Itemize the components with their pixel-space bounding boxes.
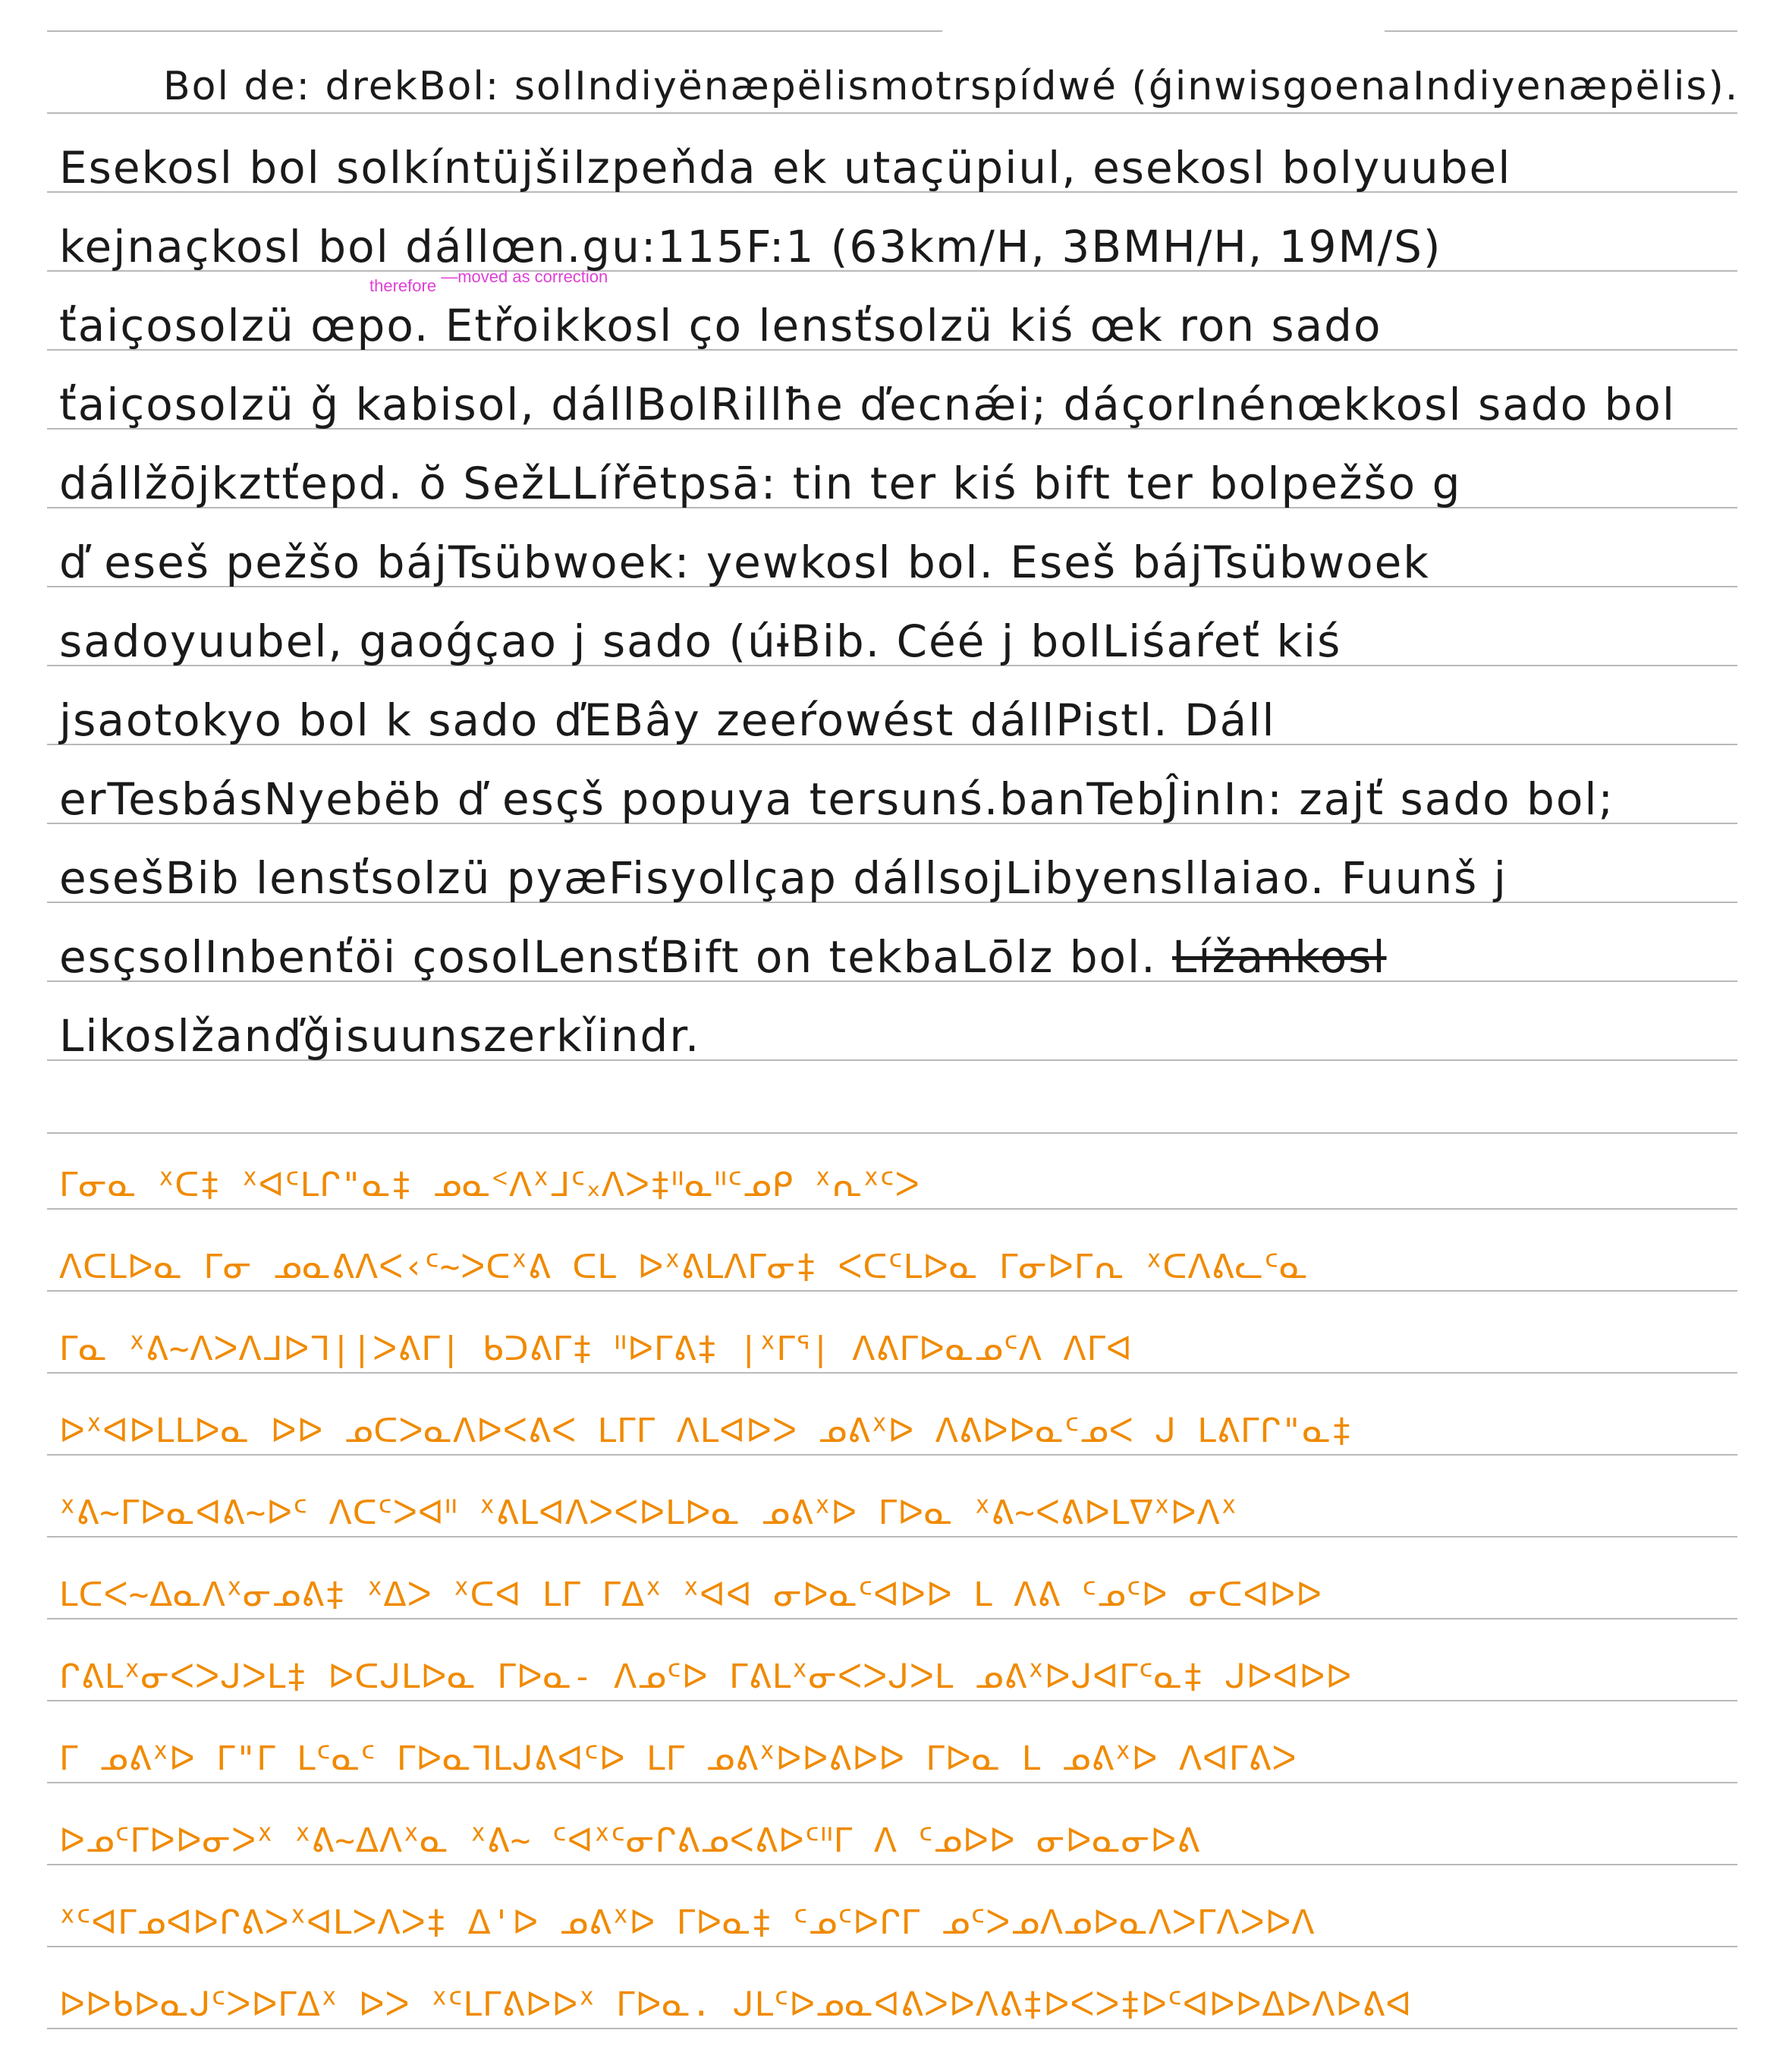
orange-script-line: ᐱᑕᒪᐅᓇ ᒥᓂ ᓄᓇᕕᐱᐸ‹ᑦ~ᐳᑕᕽᕕ ᑕᒪ ᐅᕽᕕᒪᐱᒥᓂ‡ ᐸᑕᑦᒪᐅᓇ ᒥᓂᐅᒥᕆ ᕽᑕᐱᕕᓚᑦᓇ (59, 1248, 1309, 1286)
ruled-line (47, 1946, 1737, 1947)
orange-script-line: ᒋᕕᒪᕽᓂᐸᐳᒍᐳᒪ‡ ᐅᑕᒍᒪᐅᓇ ᒥᐅᓇ- ᐱᓄᑦᐅ ᒥᕕᒪᕽᓂᐸᐳᒍᐳᒪ ᓄᕕᕽᐅᒍᐊᒥᑦᓇ‡ ᒍᐅᐊᐅᐅ (59, 1657, 1353, 1696)
ruled-line (47, 1290, 1737, 1292)
margin-note (369, 267, 608, 295)
orange-script-line: ᕽᕕ~ᒥᐅᓇᐊᕕ~ᐅᑦ ᐱᑕᑦᐳᐊᐦ ᕽᕕᒪᐊᐱᐳᐸᐅᒪᐅᓇ ᓄᕕᕽᐅ ᒥᐅᓇ ᕽᕕ~ᐸᕕᐅᒪᐁᕽᐅᐱᕽ (59, 1493, 1238, 1532)
orange-script-line: ᒥᓇ ᕽᕕ~ᐱᐳᐱᒧᐅᒣ||ᐳᕕᒥ| ᑲᑐᕕᒥ‡ ᐦᐅᒥᕕ‡ |ᕽᒥᕐ| ᐱᕕᒥᐅᓇᓄᑦᐱ ᐱᒥᐊ (59, 1330, 1133, 1368)
orange-script-line: ᒪᑕᐸ~ᐃᓇᐱᕽᓂᓄᕕ‡ ᕽᐃᐳ ᕽᑕᐊ ᒪᒥ ᒥᐃᕽ ᕽᐊᐊ ᓂᐅᓇᑦᐊᐅᐅ ᒪ ᐱᕕ ᑦᓄᑦᐅ ᓂᑕᐊᐅᐅ (59, 1575, 1323, 1614)
handwritten-line: Bol de: drekBol: solIndiyënæpëlismotrspídwé (ǵinwisgoenaIndiyenæpëlis). (163, 64, 1740, 109)
orange-script-line: ᐅᕽᐊᐅᒪᒪᐅᓇ ᐅᐅ ᓄᑕᐳᓇᐱᐅᐸᕕᐸ ᒪᒥᒥ ᐱᒪᐊᐅᐳ ᓄᕕᕽᐅ ᐱᕕᐅᐅᓇᑦᓄᐸ ᒍ ᒪᕕᒥᒋ"ᓇ‡ (59, 1412, 1353, 1450)
handwritten-line: Esekosl bol solkíntüjšilzpeňda ek utaçüpiul, esekosl bolyuubel (59, 142, 1512, 194)
handwritten-line: kejnaçkosl bol dállœn.gu:115F:1 (63km/H, 3BMH/H, 19M/S) (59, 221, 1442, 272)
orange-script-line: ᐅᓄᑦᒥᐅᐅᓂᐳᕽ ᕽᕕ~ᐃᐱᕽᓇ ᕽᕕ~ ᑦᐊᕽᑦᓂᒋᕕᓄᐸᕕᐅᑦᐦᒥ ᐱ ᑦᓄᐅᐅ ᓂᐅᓇᓂᐅᕕ (59, 1821, 1201, 1860)
margin-note-upper: —moved as correction (441, 267, 608, 286)
orange-script-line: ᒥ ᓄᕕᕽᐅ ᒥ"ᒥ ᒪᑦᓇᑦ ᒥᐅᓇᒣᒪᒍᕕᐊᑦᐅ ᒪᒥ ᓄᕕᕽᐅᐅᕕᐅᐅ ᒥᐅᓇ ᒪ ᓄᕕᕽᐅ ᐱᐊᒥᕕᐳ (59, 1739, 1297, 1778)
orange-script-line: ᕽᑦᐊᒥᓄᐊᐅᒋᕕᐳᕽᐊᒪᐳᐱᐳ‡ ᐃ'ᐅ ᓄᕕᕽᐅ ᒥᐅᓇ‡ ᑦᓄᑦᐅᒋᒥ ᓄᑦᐳᓄᐱᓄᐅᓇᐱᐳᒥᐱᐳᐅᐱ (59, 1903, 1316, 1942)
ruled-line (47, 1618, 1737, 1619)
ruled-line (47, 1208, 1737, 1210)
handwritten-line: jsaotokyo bol k sado ďEBây zeeŕowést dállPistl. Dáll (59, 694, 1276, 746)
handwritten-line: sadoyuubel, gaoǵçao j sado (úɨBib. Céé j bolLiśaŕeť kiś (59, 615, 1342, 667)
margin-note-lower: therefore (369, 276, 437, 295)
ruled-line (47, 1700, 1737, 1701)
handwritten-line: erTesbásNyebëb ď esçš popuya tersunś.banTebĴinIn: zajť sado bol; (59, 773, 1615, 825)
handwritten-line: ťaiçosolzü ǧ kabisol, dállBolRillħe ďecnǽi; dáçorInénœkkosl sado bol (59, 379, 1676, 430)
ruled-line (47, 2028, 1737, 2029)
handwritten-line (59, 931, 1387, 983)
handwritten-line: dállžōjkztťepd. ŏ SežLLířētpsā: tin ter kiś bift ter bolpežšo g (59, 458, 1462, 509)
handwritten-line: ťaiçosolzü œpo. Etřoikkosl ço lensťsolzü kiś œk ron sado (59, 300, 1382, 351)
ruled-line (47, 1454, 1737, 1456)
ruled-line (47, 30, 942, 32)
handwritten-line: esešBib lensťsolzü pyæFisyollçap dállsojLibyensllaiao. Fuunš j (59, 852, 1507, 904)
orange-script-line: ᐅᐅᑲᐅᓇᒍᑦᐳᐅᒥᐃᕽ ᐅᐳ ᕽᑦᒪᒥᕕᐅᐅᕽ ᒥᐅᓇ. ᒍᒪᑦᐅᓄᓇᐊᕕᐳᐅᐱᕕ‡ᐅᐸᐳ‡ᐅᑦᐊᐅᐅᐃᐅᐱᐅᕕᐊ (59, 1985, 1413, 2024)
ruled-line (47, 1782, 1737, 1783)
ruled-line (47, 1864, 1737, 1865)
handwritten-text: esçsolInbenťöi çosolLensťBift on tekbaLōlz bol. (59, 931, 1157, 983)
struck-word: Lížankosl (1172, 931, 1387, 983)
ruled-line (47, 112, 1737, 114)
ruled-line (47, 1372, 1737, 1374)
ruled-line (47, 1536, 1737, 1538)
ruled-line (1385, 30, 1737, 32)
handwritten-line: ď eseš pežšo bájTsübwoek: yewkosl bol. Eseš bájTsübwoek (59, 537, 1430, 588)
orange-script-line: ᒥᓂᓇ ᕽᑕ‡ ᕽᐊᑦᒪᒋ"ᓇ‡ ᓄᓇᑉᐱᕽᒧᑦ᙮ᐱᐳ‡ᐦᓇᐦᑦᓄᑭ ᕽᕆᕽᑦᐳ (59, 1166, 920, 1204)
ruled-line (47, 1132, 1737, 1134)
handwritten-line: Likoslžanďǧisuunszerkǐindr. (59, 1010, 701, 1062)
